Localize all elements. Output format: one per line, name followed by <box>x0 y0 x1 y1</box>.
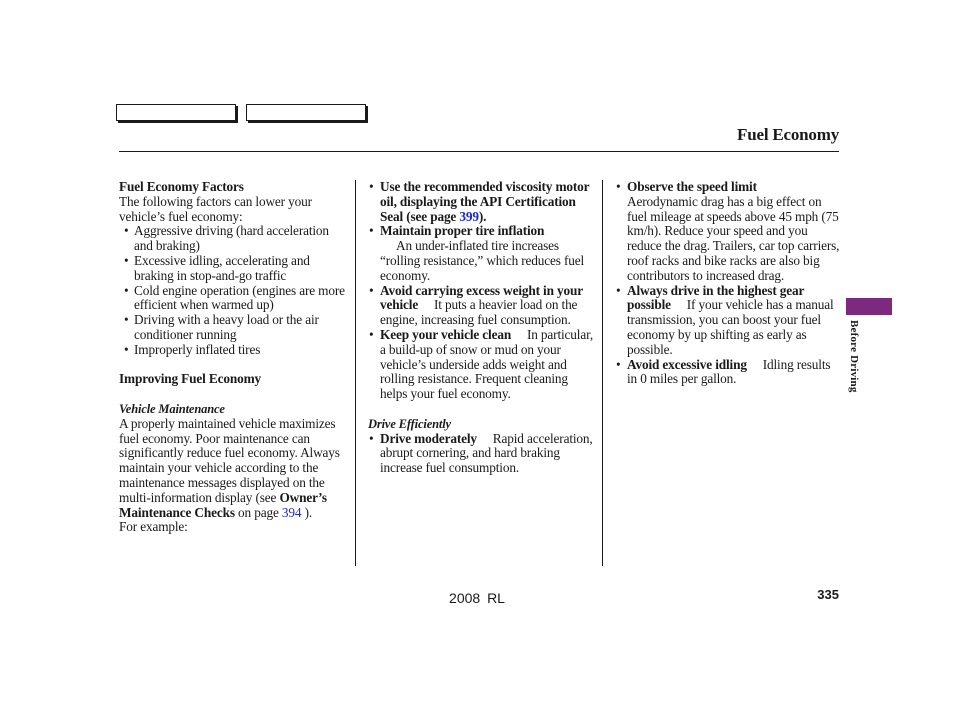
list-item: • Aggressive driving (hard acceleration and braking) <box>119 224 347 254</box>
maintenance-tips-list <box>368 180 594 402</box>
factors-intro: The following factors can lower your vehicle’s fuel economy: <box>119 193 312 224</box>
list-item <box>615 284 840 358</box>
list-item <box>368 224 594 283</box>
tip-bold: Keep your vehicle clean <box>380 326 512 342</box>
tip-bold: Use the recommended viscosity motor oil, displaying the API Certification Seal (see page <box>380 179 590 224</box>
maintenance-body: A properly maintained vehicle maximizes fuel economy. Poor maintenance can significantly reduce fuel economy. Always maintain your vehicle according to the maintenance messages displayed on the multi-information display (see <box>119 415 340 505</box>
list-item: • Improperly inflated tires <box>119 343 347 358</box>
factors-heading: Fuel Economy Factors <box>119 179 244 194</box>
tip-text: If your vehicle has a manual transmission, you can boost your fuel economy by up shifting as early as possible. <box>627 297 834 357</box>
tip-text: It puts a heavier load on the engine, increasing fuel consumption. <box>380 297 578 328</box>
maintenance-text <box>119 417 347 521</box>
tip-text: Rapid acceleration, abrupt cornering, and hard braking increase fuel consumption. <box>380 430 593 476</box>
drive-subheading: Drive Efficiently <box>368 416 451 431</box>
tip-text: Aerodynamic drag has a big effect on fuel mileage at speeds above 45 mph (75 km/h). Reduce your speed and you reduce the drag. Trailers, car top carriers, roof racks and bike racks are also big contributors to increased drag. <box>627 193 840 283</box>
page-title: Fuel Economy <box>737 125 839 144</box>
driving-tips-list <box>615 180 840 387</box>
page-number: 335 <box>817 587 839 602</box>
tip-text: An under-inflated tire increases “rolling resistance,” which reduces fuel economy. <box>380 238 585 283</box>
list-item: • Excessive idling, accelerating and braking in stop-and-go traffic <box>119 254 347 284</box>
nav-tab-next[interactable] <box>246 104 366 121</box>
list-item <box>368 432 594 476</box>
section-label: Before Driving <box>848 320 860 393</box>
column-1 <box>119 180 347 535</box>
list-item <box>615 358 840 388</box>
list-item <box>368 328 594 402</box>
page-ref-394[interactable]: 394 <box>281 504 302 520</box>
tip-bold: Always drive in the highest gear possible <box>627 282 805 313</box>
tip-bold: Maintain proper tire inflation <box>380 223 545 239</box>
owners-maintenance-link[interactable]: Owner’s Maintenance Checks <box>119 489 327 520</box>
footer-model: 2008 RL <box>449 590 505 606</box>
tip-bold-after: ). <box>478 208 487 224</box>
page-ref-399[interactable]: 399 <box>459 208 479 224</box>
tip-bold: Avoid carrying excess weight in your vehicle <box>380 282 583 313</box>
list-item <box>368 180 594 224</box>
factors-list <box>119 224 347 357</box>
improving-heading: Improving Fuel Economy <box>119 371 261 387</box>
column-divider-1 <box>355 180 356 566</box>
tip-bold: Observe the speed limit <box>627 179 757 194</box>
column-2 <box>368 180 594 476</box>
section-tab[interactable] <box>846 298 892 315</box>
column-divider-2 <box>602 180 603 566</box>
nav-tab-previous[interactable] <box>116 104 236 121</box>
maintenance-end: For example: <box>119 519 188 535</box>
list-item <box>368 284 594 328</box>
list-item: • Cold engine operation (engines are more efficient when warmed up) <box>119 284 347 314</box>
title-rule <box>119 151 839 152</box>
list-item <box>615 180 840 284</box>
tip-text: In particular, a build-up of snow or mud on your vehicle’s underside adds weight and rolling resistance. Frequent cleaning helps your fuel economy. <box>380 326 594 402</box>
tip-bold: Drive moderately <box>380 430 477 446</box>
column-3 <box>615 180 840 387</box>
maintenance-page-prefix: on page <box>238 504 279 520</box>
maintenance-subheading: Vehicle Maintenance <box>119 401 225 416</box>
list-item: • Driving with a heavy load or the air conditioner running <box>119 313 347 343</box>
maintenance-suffix: ). <box>304 504 313 520</box>
drive-tips-list <box>368 432 594 476</box>
tip-bold: Avoid excessive idling <box>627 356 747 372</box>
tip-text: Idling results in 0 miles per gallon. <box>627 356 831 387</box>
